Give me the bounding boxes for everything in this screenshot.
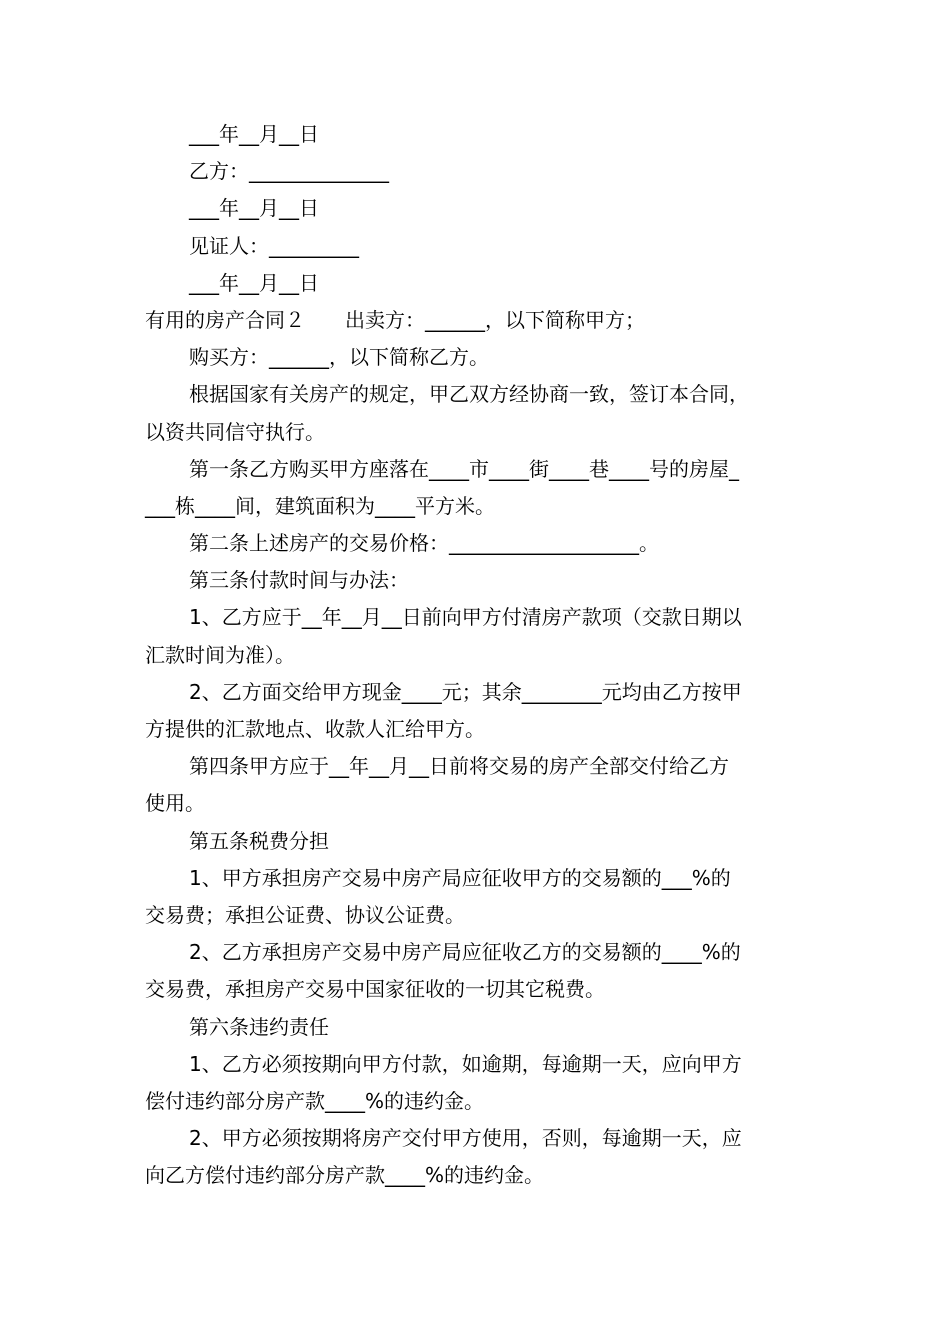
article-5-heading: 第五条税费分担 [189, 828, 329, 853]
article-6-item-1-line-1: 1、乙方必须按期向甲方付款，如逾期，每逾期一天，应向甲方 [189, 1051, 742, 1076]
party-b-signature-line: 乙方：______________ [189, 159, 389, 184]
preamble-line-1: 根据国家有关房产的规定，甲乙双方经协商一致，签订本合同， [189, 382, 749, 407]
buyer-line: 购买方：______，以下简称乙方。 [189, 345, 489, 370]
article-3-item-1-line-1: 1、乙方应于__年__月__日前向甲方付清房产款项（交款日期以 [189, 605, 742, 630]
article-4-line-2: 使用。 [145, 791, 205, 816]
article-3-heading: 第三条付款时间与办法： [189, 568, 409, 593]
article-5-item-1-line-2: 交易费；承担公证费、协议公证费。 [145, 902, 465, 927]
article-3-item-2-line-1: 2、乙方面交给甲方现金____元；其余________元均由乙方按甲 [189, 679, 742, 704]
article-2-line: 第二条上述房产的交易价格：___________________。 [189, 531, 659, 556]
contract-title-seller-line: 有用的房产合同２ 出卖方：______，以下简称甲方； [145, 307, 645, 332]
document-page [145, 116, 820, 1194]
article-3-item-1-line-2: 汇款时间为准）。 [145, 642, 295, 667]
article-6-item-2-line-2: 向乙方偿付违约部分房产款____%的违约金。 [145, 1163, 545, 1188]
article-5-item-2-line-2: 交易费，承担房产交易中国家征收的一切其它税费。 [145, 977, 605, 1002]
date-line-2: ___年__月__日 [189, 196, 319, 221]
article-4-line-1: 第四条甲方应于__年__月__日前将交易的房产全部交付给乙方 [189, 754, 729, 779]
article-5-item-1-line-1: 1、甲方承担房产交易中房产局应征收甲方的交易额的___%的 [189, 865, 731, 890]
article-1-line-1: 第一条乙方购买甲方座落在____市____街____巷____号的房屋_ [189, 456, 739, 481]
date-line-3: ___年__月__日 [189, 270, 319, 295]
article-6-heading: 第六条违约责任 [189, 1014, 329, 1039]
article-1-line-2: ___栋____间，建筑面积为____平方米。 [145, 493, 495, 518]
article-6-item-1-line-2: 偿付违约部分房产款____%的违约金。 [145, 1088, 485, 1113]
article-6-item-2-line-1: 2、甲方必须按期将房产交付甲方使用，否则，每逾期一天，应 [189, 1126, 742, 1151]
date-line-1: ___年__月__日 [189, 122, 319, 146]
preamble-line-2: 以资共同信守执行。 [145, 419, 325, 444]
witness-signature-line: 见证人：_________ [189, 233, 359, 258]
article-3-item-2-line-2: 方提供的汇款地点、收款人汇给甲方。 [145, 717, 485, 741]
article-5-item-2-line-1: 2、乙方承担房产交易中房产局应征收乙方的交易额的____%的 [189, 940, 741, 965]
